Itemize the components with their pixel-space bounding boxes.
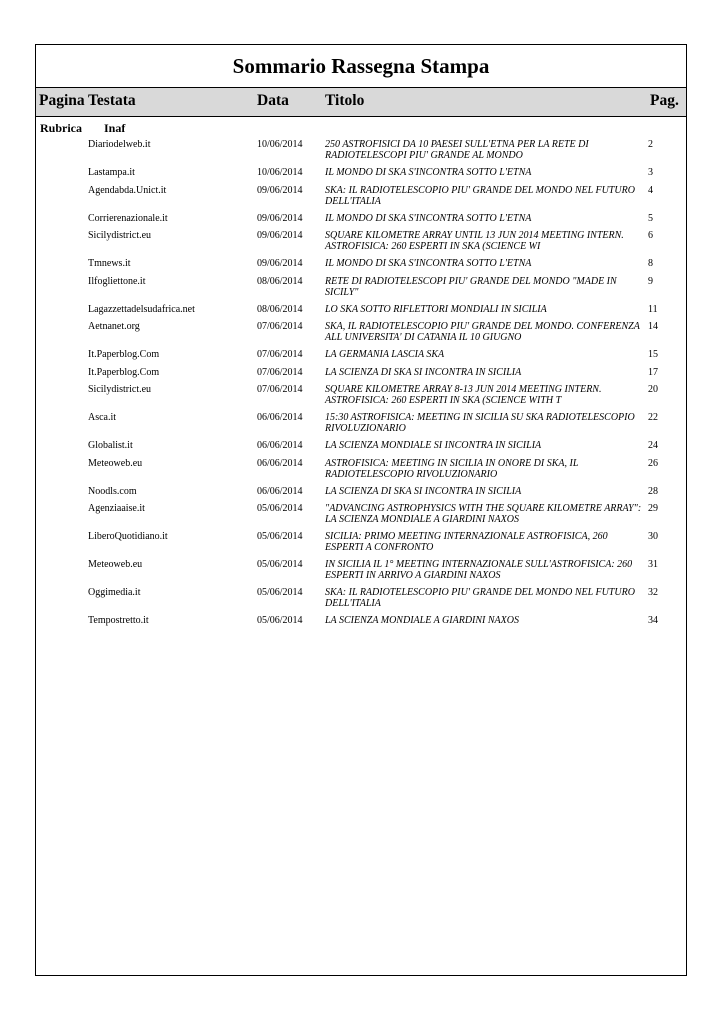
cell-titolo: LA SCIENZA DI SKA SI INCONTRA IN SICILIA [325, 485, 522, 497]
cell-pag: 34 [648, 615, 658, 626]
table-row [36, 559, 686, 587]
cell-testata: Globalist.it [88, 440, 133, 451]
cell-titolo: SQUARE KILOMETRE ARRAY 8-13 JUN 2014 MEETING INTERN. ASTROFISICA: 260 ESPERTI IN SKA (SCIENCE WITH T [325, 384, 602, 406]
cell-pag: 28 [648, 485, 658, 497]
cell-pag: 8 [648, 258, 653, 269]
table-row [36, 440, 686, 458]
table-row [36, 276, 686, 304]
cell-testata: Noodls.com [88, 485, 137, 497]
table-row [36, 384, 686, 412]
table-row [36, 367, 686, 385]
table-row [36, 213, 686, 231]
cell-titolo: "ADVANCING ASTROPHYSICS WITH THE SQUARE KILOMETRE ARRAY": LA SCIENZA MONDIALE A GIARDINI NAXOS [325, 503, 642, 525]
cell-data: 06/06/2014 [257, 440, 303, 451]
cell-testata: Lastampa.it [88, 167, 135, 178]
cell-pag: 32 [648, 587, 658, 598]
page-frame [35, 44, 687, 976]
cell-titolo: ASTROFISICA: MEETING IN SICILIA IN ONORE DI SKA, IL RADIOTELESCOPIO RIVOLUZIONARIO [325, 457, 579, 480]
header-pagina: Pagina [39, 92, 85, 109]
table-row [36, 615, 686, 633]
cell-testata: It.Paperblog.Com [88, 349, 160, 360]
header-testata: Testata [88, 92, 136, 109]
table-row [36, 587, 686, 615]
header-pag: Pag. [650, 92, 679, 109]
cell-data: 09/06/2014 [257, 258, 303, 269]
table-body [36, 139, 686, 633]
cell-pag: 22 [648, 412, 658, 423]
cell-data: 06/06/2014 [257, 412, 303, 423]
cell-testata: Tempostretto.it [88, 615, 149, 626]
cell-testata: It.Paperblog.Com [88, 366, 160, 378]
cell-testata: Lagazzettadelsudafrica.net [88, 303, 195, 315]
cell-pag: 4 [648, 184, 653, 196]
cell-titolo: LA GERMANIA LASCIA SKA [325, 349, 445, 360]
cell-pag: 3 [648, 167, 653, 178]
header-data: Data [257, 92, 289, 109]
table-row [36, 230, 686, 258]
table-row [36, 167, 686, 185]
cell-data: 07/06/2014 [257, 349, 303, 360]
cell-testata: Sicilydistrict.eu [88, 230, 152, 241]
cell-testata: Sicilydistrict.eu [88, 384, 152, 395]
cell-testata: Tmnews.it [88, 258, 131, 269]
cell-data: 08/06/2014 [257, 303, 303, 315]
cell-titolo: LA SCIENZA MONDIALE A GIARDINI NAXOS [325, 615, 519, 626]
cell-data: 05/06/2014 [257, 531, 303, 542]
cell-pag: 14 [648, 321, 658, 332]
cell-pag: 29 [648, 503, 658, 514]
cell-pag: 24 [648, 440, 658, 451]
cell-pag: 26 [648, 457, 658, 469]
cell-testata: LiberoQuotidiano.it [88, 531, 168, 542]
cell-testata: Oggimedia.it [88, 587, 141, 598]
table-row [36, 258, 686, 276]
cell-pag: 17 [648, 366, 658, 378]
cell-titolo: SKA, IL RADIOTELESCOPIO PIU' GRANDE DEL MONDO. CONFERENZA ALL UNIVERSITA' DI CATANIA IL 10 GIUGNO [325, 321, 640, 343]
cell-data: 06/06/2014 [257, 485, 303, 497]
cell-data: 10/06/2014 [257, 167, 303, 178]
cell-data: 06/06/2014 [257, 457, 303, 469]
table-row [36, 349, 686, 367]
cell-titolo: SKA: IL RADIOTELESCOPIO PIU' GRANDE DEL MONDO NEL FUTURO DELL'ITALIA [325, 587, 635, 609]
page-title: Sommario Rassegna Stampa [232, 54, 490, 78]
cell-pag: 20 [648, 384, 658, 395]
cell-testata: Meteoweb.eu [88, 559, 143, 570]
cell-pag: 15 [648, 349, 658, 360]
cell-pag: 6 [648, 230, 653, 241]
cell-testata: Agenziaaise.it [88, 503, 145, 514]
cell-pag: 2 [648, 139, 653, 150]
cell-testata: Ilfogliettone.it [88, 275, 146, 287]
cell-titolo: SKA: IL RADIOTELESCOPIO PIU' GRANDE DEL MONDO NEL FUTURO DELL'ITALIA [325, 184, 635, 207]
cell-titolo: SICILIA: PRIMO MEETING INTERNAZIONALE ASTROFISICA, 260 ESPERTI A CONFRONTO [325, 531, 608, 553]
cell-data: 07/06/2014 [257, 321, 303, 332]
cell-titolo: LA SCIENZA DI SKA SI INCONTRA IN SICILIA [325, 366, 522, 378]
cell-data: 09/06/2014 [257, 212, 303, 224]
table-row [36, 304, 686, 322]
cell-pag: 31 [648, 559, 658, 570]
cell-pag: 5 [648, 212, 653, 224]
cell-titolo: 250 ASTROFISICI DA 10 PAESEI SULL'ETNA PER LA RETE DI RADIOTELESCOPI PIU' GRANDE AL MONDO [325, 139, 589, 161]
cell-testata: Diariodelweb.it [88, 139, 151, 150]
table-row [36, 503, 686, 531]
cell-data: 10/06/2014 [257, 139, 303, 150]
table-row [36, 321, 686, 349]
cell-data: 05/06/2014 [257, 615, 303, 626]
cell-data: 08/06/2014 [257, 275, 303, 287]
table-row [36, 139, 686, 167]
rubrica-value: Inaf [104, 121, 126, 135]
cell-testata: Agendabda.Unict.it [88, 184, 167, 196]
cell-pag: 11 [648, 303, 658, 315]
cell-titolo: IL MONDO DI SKA S'INCONTRA SOTTO L'ETNA [325, 167, 532, 178]
cell-data: 09/06/2014 [257, 184, 303, 196]
cell-data: 07/06/2014 [257, 366, 303, 378]
cell-data: 09/06/2014 [257, 230, 303, 241]
cell-titolo: IL MONDO DI SKA S'INCONTRA SOTTO L'ETNA [325, 258, 532, 269]
cell-data: 05/06/2014 [257, 503, 303, 514]
cell-data: 07/06/2014 [257, 384, 303, 395]
cell-testata: Aetnanet.org [88, 321, 140, 332]
cell-titolo: IL MONDO DI SKA S'INCONTRA SOTTO L'ETNA [325, 212, 532, 224]
cell-pag: 9 [648, 275, 653, 287]
cell-titolo: IN SICILIA IL 1° MEETING INTERNAZIONALE SULL'ASTROFISICA: 260 ESPERTI IN ARRIVO A GIARDINI NAXOS [325, 559, 633, 581]
cell-titolo: 15:30 ASTROFISICA: MEETING IN SICILIA SU SKA RADIOTELESCOPIO RIVOLUZIONARIO [325, 412, 635, 434]
cell-pag: 30 [648, 531, 658, 542]
cell-data: 05/06/2014 [257, 587, 303, 598]
table-header [36, 87, 686, 117]
table-row [36, 486, 686, 504]
cell-testata: Meteoweb.eu [88, 457, 143, 469]
header-titolo: Titolo [325, 92, 365, 109]
table-row [36, 412, 686, 440]
table-row [36, 531, 686, 559]
rubrica-label: Rubrica [40, 121, 82, 135]
table-row [36, 458, 686, 486]
cell-titolo: RETE DI RADIOTELESCOPI PIU' GRANDE DEL MONDO "MADE IN SICILY" [325, 275, 617, 298]
table-row [36, 185, 686, 213]
cell-titolo: SQUARE KILOMETRE ARRAY UNTIL 13 JUN 2014 MEETING INTERN. ASTROFISICA: 260 ESPERTI IN SKA (SCIENCE WI [325, 230, 624, 252]
cell-titolo: LA SCIENZA MONDIALE SI INCONTRA IN SICILIA [325, 440, 542, 451]
cell-testata: Corrierenazionale.it [88, 212, 168, 224]
cell-testata: Asca.it [88, 412, 117, 423]
cell-titolo: LO SKA SOTTO RIFLETTORI MONDIALI IN SICILIA [325, 303, 547, 315]
cell-data: 05/06/2014 [257, 559, 303, 570]
